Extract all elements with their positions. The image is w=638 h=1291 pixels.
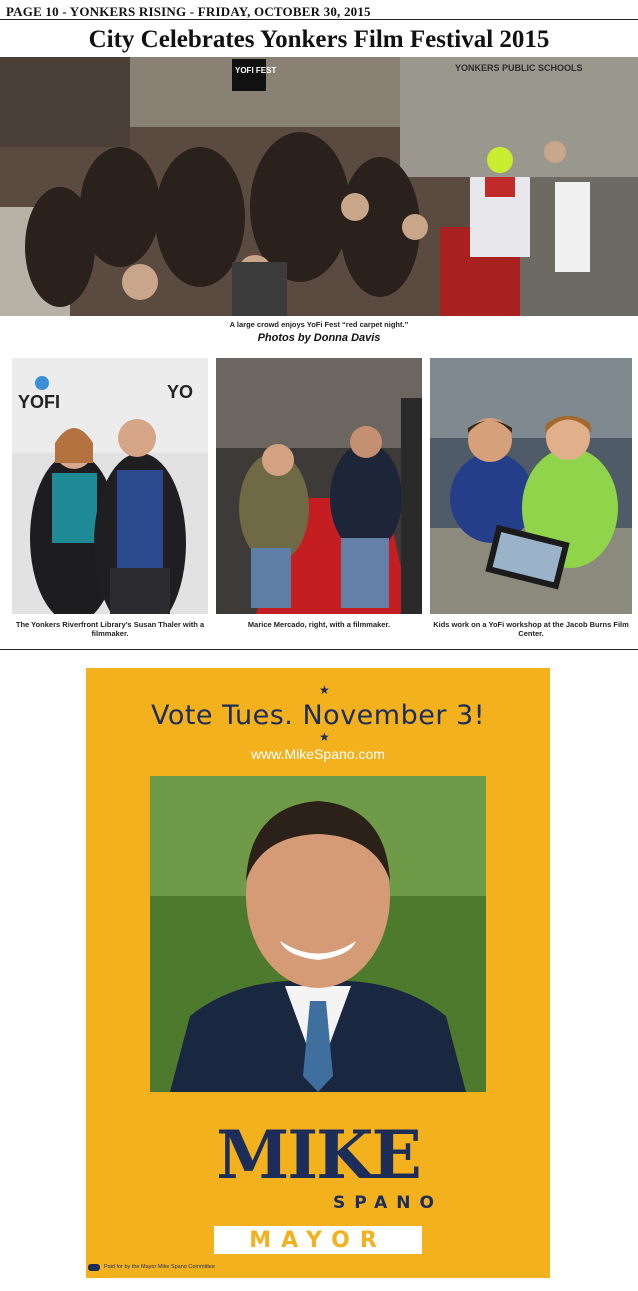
ad-url: www.MikeSpano.com — [251, 746, 385, 762]
ad-office: MAYOR — [249, 1228, 387, 1253]
svg-text:YO: YO — [167, 382, 194, 402]
photo-mercado — [216, 358, 422, 614]
main-crowd-photo — [0, 57, 638, 316]
campaign-ad — [86, 668, 550, 1278]
masthead-text: PAGE 10 - YONKERS RISING - FRIDAY, OCTOBER 30, 2015 — [6, 4, 371, 19]
photo-caption-2: Marice Mercado, right, with a filmmaker. — [247, 620, 391, 629]
article-headline: City Celebrates Yonkers Film Festival 2015 — [88, 26, 550, 53]
photo-caption-1: The Yonkers Riverfront Library’s Susan Thaler with a filmmaker. — [15, 620, 205, 638]
ad-paid-for — [104, 1264, 215, 1270]
ad-surname: SPANO — [333, 1193, 443, 1213]
ad-vote-line: Vote Tues. November 3! — [150, 700, 486, 731]
star-icon: ★ — [319, 683, 330, 697]
mayor-bar — [214, 1226, 422, 1254]
main-photo-caption: A large crowd enjoys YoFi Fest “red carpet night.” — [229, 320, 409, 329]
photo-kids-workshop — [430, 358, 632, 614]
photo-caption-3: Kids work on a YoFi workshop at the Jacob Burns Film Center. — [433, 620, 629, 638]
section-divider — [0, 649, 638, 650]
ad-name-mike: MIKE — [216, 1116, 420, 1194]
signage-text: YONKERS PUBLIC SCHOOLS — [455, 63, 583, 73]
paid-for-text: Paid for by the Mayor Mike Spano Committee — [104, 1264, 215, 1270]
paid-for-logo-icon — [88, 1264, 100, 1271]
candidate-portrait — [150, 776, 486, 1092]
yofi-sign-text: YOFI FEST — [235, 66, 277, 75]
svg-text:YOFI: YOFI — [18, 392, 61, 412]
photo-credit: Photos by Donna Davis — [257, 332, 381, 344]
star-icon: ★ — [319, 730, 330, 744]
photo-library-thaler — [12, 358, 208, 614]
header-rule — [0, 19, 638, 20]
